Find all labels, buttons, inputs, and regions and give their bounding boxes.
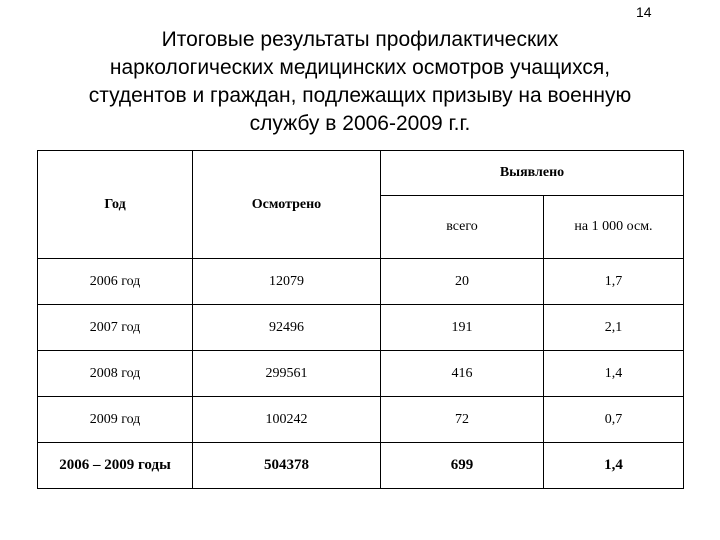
cell-year: 2006 год	[38, 259, 193, 305]
cell-examined: 100242	[193, 397, 381, 443]
header-per-1000: на 1 000 осм.	[544, 196, 684, 259]
header-total: всего	[381, 196, 544, 259]
cell-per-1000: 1,7	[544, 259, 684, 305]
summary-per-1000: 1,4	[544, 443, 684, 489]
cell-year: 2007 год	[38, 305, 193, 351]
cell-examined: 12079	[193, 259, 381, 305]
table-row	[38, 305, 684, 351]
summary-year: 2006 – 2009 годы	[38, 443, 193, 489]
table-row	[38, 397, 684, 443]
header-year: Год	[38, 151, 193, 259]
summary-examined: 504378	[193, 443, 381, 489]
title-line-1: Итоговые результаты профилактических	[161, 28, 559, 51]
cell-per-1000: 1,4	[544, 351, 684, 397]
cell-per-1000: 2,1	[544, 305, 684, 351]
cell-year: 2009 год	[38, 397, 193, 443]
cell-total: 191	[381, 305, 544, 351]
cell-total: 416	[381, 351, 544, 397]
header-detected: Выявлено	[381, 151, 684, 196]
cell-examined: 299561	[193, 351, 381, 397]
cell-total: 20	[381, 259, 544, 305]
table-header-row	[38, 151, 684, 196]
table-row	[38, 351, 684, 397]
results-table	[37, 150, 684, 489]
summary-total: 699	[381, 443, 544, 489]
table-summary-row	[38, 443, 684, 489]
cell-per-1000: 0,7	[544, 397, 684, 443]
cell-total: 72	[381, 397, 544, 443]
title-line-2: наркологических медицинских осмотров учащихся,	[109, 56, 611, 79]
page-number: 14	[636, 4, 652, 20]
page-title	[30, 26, 690, 138]
cell-year: 2008 год	[38, 351, 193, 397]
table-row	[38, 259, 684, 305]
title-line-3: студентов и граждан, подлежащих призыву на военную	[88, 84, 632, 107]
title-line-4: службу в 2006-2009 г.г.	[249, 112, 471, 135]
header-examined: Осмотрено	[193, 151, 381, 259]
cell-examined: 92496	[193, 305, 381, 351]
